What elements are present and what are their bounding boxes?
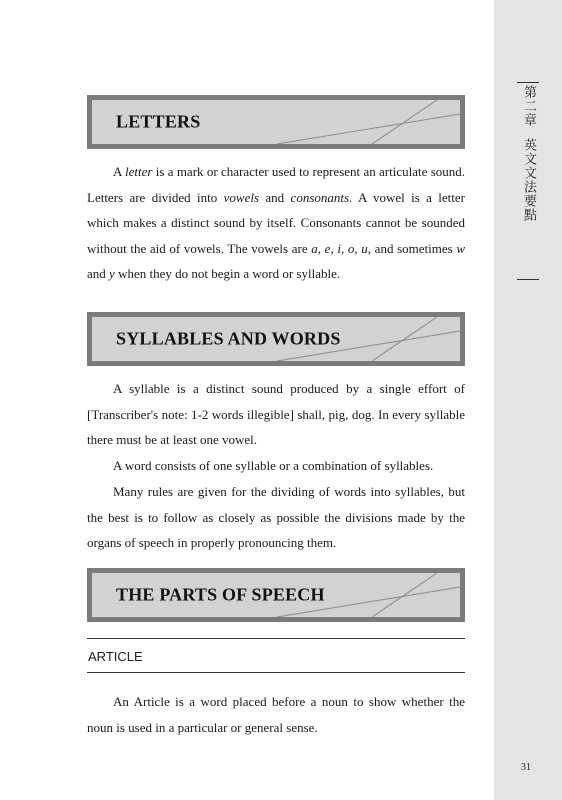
sidebar-rule-bottom: [517, 279, 539, 280]
paragraph-syllables-3: Many rules are given for the dividing of words into syllables, but the best is to follow as closely as possible the divisions made by the organs of speech in properly pronouncing them.: [87, 484, 465, 550]
chapter-title: 英文文法要點: [521, 138, 536, 222]
heading-panel: [92, 317, 460, 361]
paragraph-article-1: An Article is a word placed before a noun to show whether the noun is used in a particular or general sense.: [87, 694, 465, 735]
heading-panel: [92, 573, 460, 617]
section-heading-box-letters: [87, 95, 465, 149]
divider-line-top: [87, 638, 465, 639]
paragraph-syllables-1: A syllable is a distinct sound produced by a single effort of [Transcriber's note: 1-2 words illegible] shall, pig, dog. In every syllable there must be at least one vowel.: [87, 381, 465, 447]
subheading-article: ARTICLE: [88, 649, 143, 664]
paragraph-letters-1: A letter is a mark or character used to represent an articulate sound. Letters are divided into vowels and consonants. A vowel is a letter which makes a distinct sound by itself. Consonants cannot be sounded without the aid of vowels. The vowels are a, e, i, o, u, and sometimes w and y when they do not begin a word or syllable.: [87, 164, 466, 281]
heading-panel: [92, 100, 460, 144]
sidebar-rule-top: [517, 82, 539, 83]
divider-line-bottom: [87, 672, 465, 673]
section-heading-letters: LETTERS: [116, 111, 201, 132]
section-heading-box-parts-of-speech: [87, 568, 465, 622]
page-number: 31: [521, 762, 531, 773]
section-heading-box-syllables: [87, 312, 465, 366]
chapter-sidebar: [494, 0, 562, 800]
chapter-label: 第二章: [521, 85, 536, 127]
paragraph-syllables-2: A word consists of one syllable or a combination of syllables.: [113, 458, 434, 473]
section-heading-parts-of-speech: THE PARTS OF SPEECH: [116, 584, 325, 605]
section-heading-syllables-and-words: SYLLABLES AND WORDS: [116, 328, 341, 349]
